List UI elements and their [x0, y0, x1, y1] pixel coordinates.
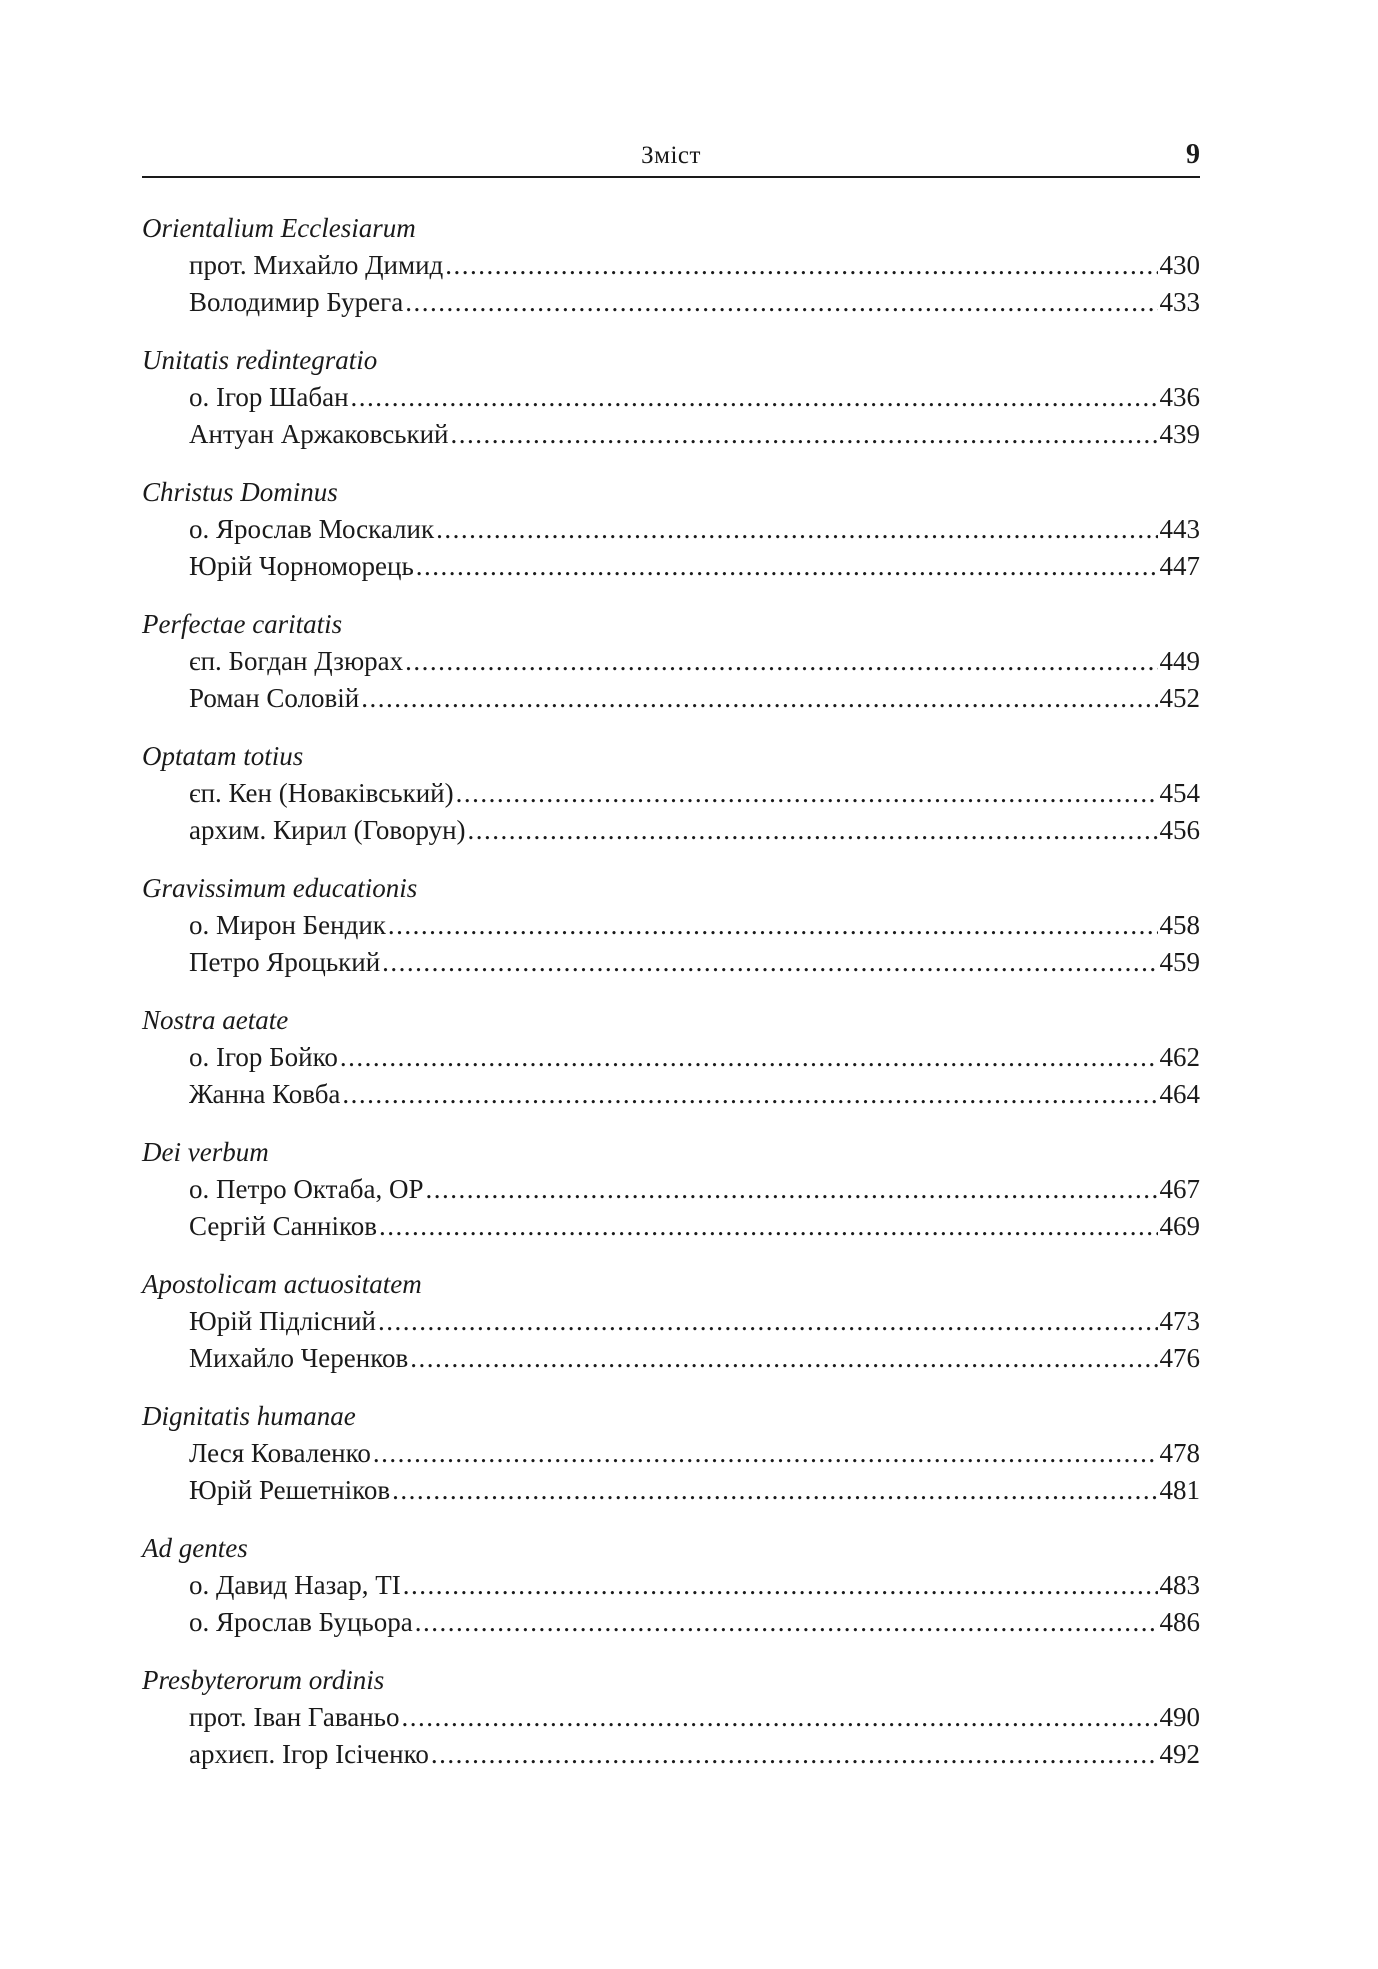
entry-page-number: 462 — [1159, 1042, 1200, 1072]
toc-section — [142, 1398, 1200, 1509]
dot-leader — [340, 1039, 1158, 1076]
section-title: Dei verbum — [142, 1137, 269, 1167]
entry-author: Жанна Ковба — [189, 1079, 341, 1109]
entry-page-number: 490 — [1159, 1702, 1200, 1732]
toc-entry — [142, 1076, 1200, 1113]
entry-page-number: 476 — [1159, 1343, 1200, 1373]
toc-section — [142, 606, 1200, 717]
entry-author: о. Ярослав Буцьора — [189, 1607, 413, 1637]
toc-entry — [142, 944, 1200, 981]
toc-entry — [142, 1208, 1200, 1245]
entry-page-number: 443 — [1159, 514, 1200, 544]
entry-author: о. Мирон Бендик — [189, 910, 386, 940]
entry-page-number: 458 — [1159, 910, 1200, 940]
section-title: Optatam totius — [142, 741, 304, 771]
dot-leader — [410, 1340, 1157, 1377]
dot-leader — [405, 284, 1157, 321]
toc-entry — [142, 1699, 1200, 1736]
entry-page-number: 467 — [1159, 1174, 1200, 1204]
dot-leader — [392, 1472, 1157, 1509]
book-page — [142, 136, 1200, 1794]
dot-leader — [456, 775, 1158, 812]
toc-entry — [142, 1435, 1200, 1472]
entry-author: архим. Кирил (Говорун) — [189, 815, 466, 845]
toc-entry — [142, 247, 1200, 284]
entry-page-number: 456 — [1159, 815, 1200, 845]
entry-author: Антуан Аржаковський — [189, 419, 449, 449]
entry-page-number: 483 — [1159, 1570, 1200, 1600]
toc-entry — [142, 1340, 1200, 1377]
entry-page-number: 449 — [1159, 646, 1200, 676]
toc-section — [142, 1134, 1200, 1245]
section-title: Ad gentes — [142, 1533, 248, 1563]
dot-leader — [405, 643, 1157, 680]
entry-author: о. Ігор Бойко — [189, 1042, 338, 1072]
section-title: Dignitatis humanae — [142, 1401, 356, 1431]
entry-page-number: 481 — [1159, 1475, 1200, 1505]
entry-author: Юрій Підлісний — [189, 1306, 376, 1336]
toc-section — [142, 474, 1200, 585]
entry-page-number: 452 — [1159, 683, 1200, 713]
toc-entry — [142, 1171, 1200, 1208]
section-title: Nostra aetate — [142, 1005, 289, 1035]
section-title: Orientalium Ecclesiarum — [142, 213, 416, 243]
section-title: Christus Dominus — [142, 477, 338, 507]
toc-entry — [142, 416, 1200, 453]
toc-entry — [142, 812, 1200, 849]
toc-section — [142, 738, 1200, 849]
entry-page-number: 447 — [1159, 551, 1200, 581]
toc-entry — [142, 907, 1200, 944]
dot-leader — [468, 812, 1158, 849]
toc-entry — [142, 680, 1200, 717]
entry-page-number: 439 — [1159, 419, 1200, 449]
toc-entry — [142, 511, 1200, 548]
entry-page-number: 430 — [1159, 250, 1200, 280]
page-number: 9 — [1186, 139, 1200, 170]
toc-entry — [142, 548, 1200, 585]
entry-author: о. Ярослав Москалик — [189, 514, 435, 544]
dot-leader — [373, 1435, 1158, 1472]
entry-author: єп. Богдан Дзюрах — [189, 646, 404, 676]
toc-entry — [142, 775, 1200, 812]
toc-section — [142, 1662, 1200, 1773]
section-title: Perfectae caritatis — [142, 609, 343, 639]
entry-author: Роман Соловій — [189, 683, 360, 713]
section-title: Apostolicam actuositatem — [142, 1269, 422, 1299]
entry-page-number: 492 — [1159, 1739, 1200, 1769]
entry-author: о. Ігор Шабан — [189, 382, 349, 412]
toc-section — [142, 210, 1200, 321]
dot-leader — [388, 907, 1158, 944]
dot-leader — [436, 511, 1157, 548]
section-title: Gravissimum educationis — [142, 873, 418, 903]
toc-section — [142, 1002, 1200, 1113]
dot-leader — [451, 416, 1158, 453]
section-title: Presbyterorum ordinis — [142, 1665, 385, 1695]
toc-entry — [142, 1303, 1200, 1340]
dot-leader — [382, 944, 1157, 981]
toc-section — [142, 342, 1200, 453]
toc-section — [142, 870, 1200, 981]
entry-author: Леся Коваленко — [189, 1438, 371, 1468]
entry-page-number: 486 — [1159, 1607, 1200, 1637]
entry-author: Михайло Черенков — [189, 1343, 409, 1373]
dot-leader — [342, 1076, 1157, 1113]
dot-leader — [425, 1171, 1157, 1208]
dot-leader — [361, 680, 1157, 717]
section-title: Unitatis redintegratio — [142, 345, 378, 375]
dot-leader — [378, 1303, 1158, 1340]
entry-page-number: 454 — [1159, 778, 1200, 808]
dot-leader — [402, 1699, 1158, 1736]
toc-section — [142, 1266, 1200, 1377]
toc-entry — [142, 1604, 1200, 1641]
entry-author: о. Давид Назар, ТІ — [189, 1570, 401, 1600]
dot-leader — [403, 1567, 1158, 1604]
entry-page-number: 469 — [1159, 1211, 1200, 1241]
entry-author: Юрій Чорноморець — [189, 551, 414, 581]
dot-leader — [415, 1604, 1158, 1641]
table-of-contents — [142, 210, 1200, 1773]
entry-author: о. Петро Октаба, ОР — [189, 1174, 424, 1204]
entry-author: архиєп. Ігор Ісіченко — [189, 1739, 429, 1769]
toc-entry — [142, 379, 1200, 416]
entry-author: прот. Іван Гаваньо — [189, 1702, 400, 1732]
entry-page-number: 478 — [1159, 1438, 1200, 1468]
toc-entry — [142, 1039, 1200, 1076]
toc-entry — [142, 1472, 1200, 1509]
entry-page-number: 433 — [1159, 287, 1200, 317]
toc-entry — [142, 643, 1200, 680]
entry-author: Петро Яроцький — [189, 947, 381, 977]
entry-author: єп. Кен (Новаківський) — [189, 778, 454, 808]
entry-page-number: 464 — [1159, 1079, 1200, 1109]
toc-entry — [142, 284, 1200, 321]
dot-leader — [431, 1736, 1158, 1773]
toc-entry — [142, 1567, 1200, 1604]
entry-author: Сергій Санніков — [189, 1211, 377, 1241]
dot-leader — [445, 247, 1157, 284]
dot-leader — [416, 548, 1158, 585]
toc-entry — [142, 1736, 1200, 1773]
entry-author: Володимир Бурега — [189, 287, 404, 317]
toc-section — [142, 1530, 1200, 1641]
entry-author: прот. Михайло Димид — [189, 250, 444, 280]
running-header — [142, 136, 1200, 178]
entry-page-number: 473 — [1159, 1306, 1200, 1336]
entry-page-number: 436 — [1159, 382, 1200, 412]
dot-leader — [379, 1208, 1158, 1245]
entry-author: Юрій Решетніков — [189, 1475, 391, 1505]
entry-page-number: 459 — [1159, 947, 1200, 977]
running-title: Зміст — [641, 142, 701, 169]
dot-leader — [351, 379, 1158, 416]
